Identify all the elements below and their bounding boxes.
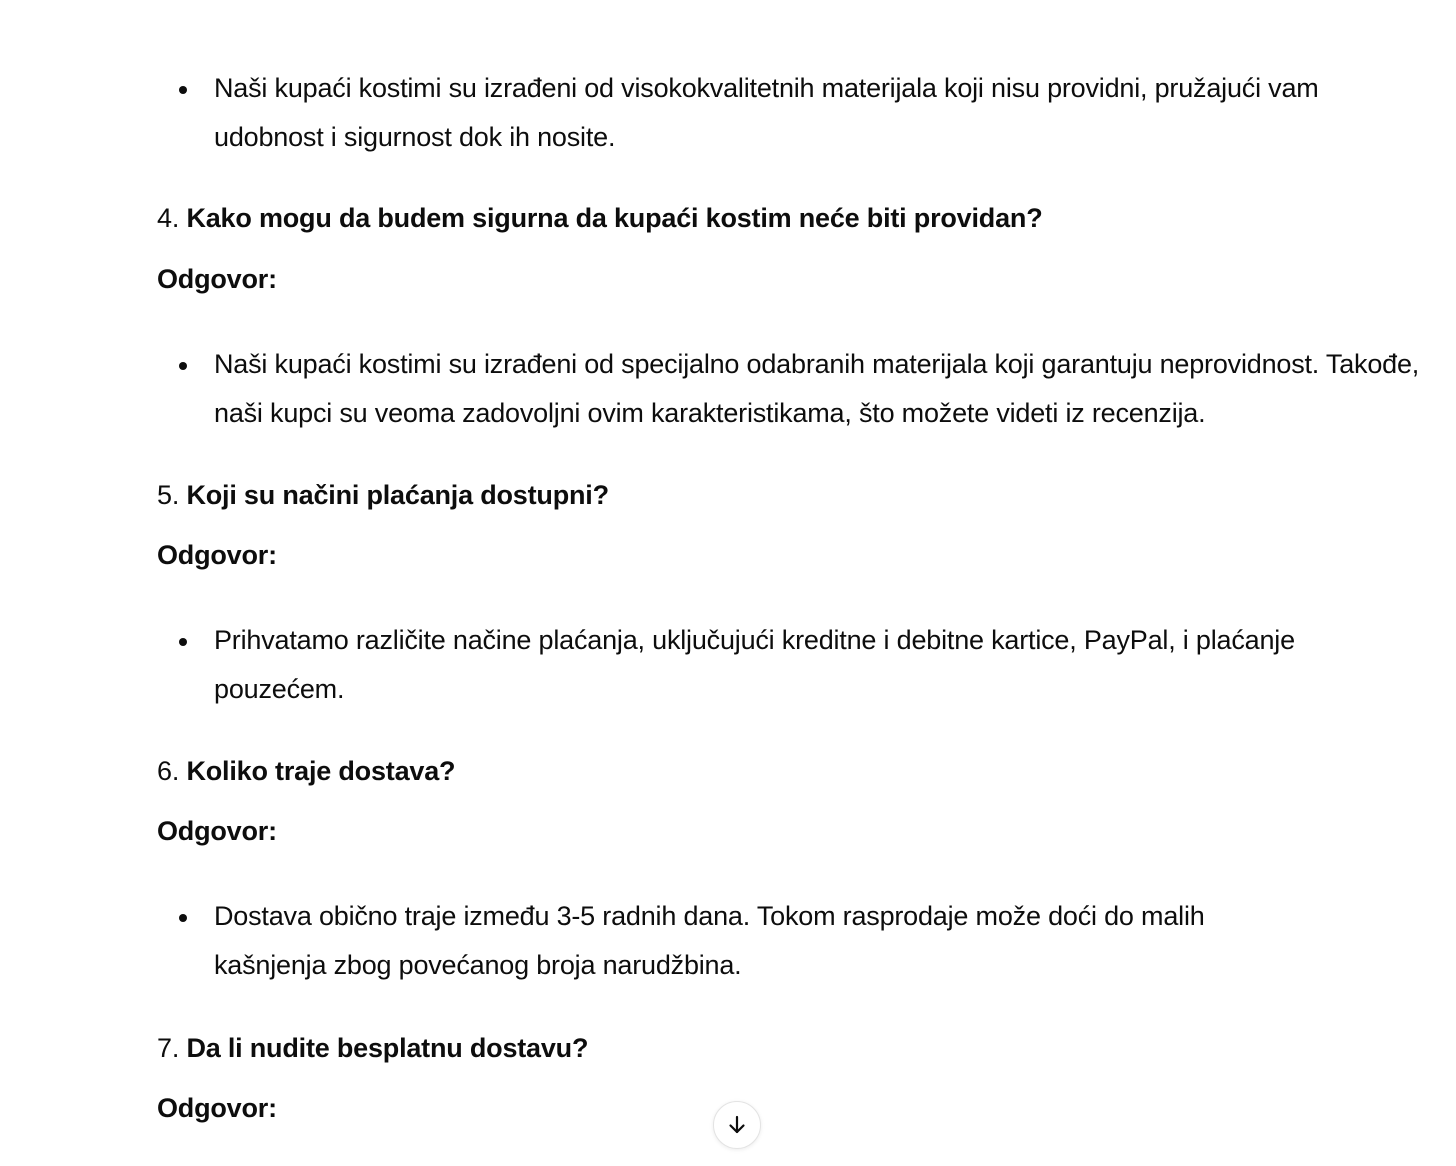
question-number: 7. bbox=[157, 1033, 180, 1063]
answer-label: Odgovor: bbox=[157, 1093, 277, 1123]
question-text: Koliko traje dostava? bbox=[186, 756, 456, 786]
question-4 bbox=[157, 200, 1043, 236]
answer-list-6 bbox=[157, 892, 1317, 990]
bullet-icon bbox=[179, 362, 187, 370]
answer-text: Naši kupaći kostimi su izrađeni od visokokvalitetnih materijala koji nisu providni, pružajući vam udobnost i sigurnost dok ih nosite. bbox=[214, 73, 1319, 152]
list-item bbox=[157, 616, 1427, 714]
list-item bbox=[157, 892, 1317, 990]
answer-label: Odgovor: bbox=[157, 264, 277, 294]
question-6 bbox=[157, 753, 455, 789]
question-text: Koji su načini plaćanja dostupni? bbox=[186, 480, 609, 510]
bullet-icon bbox=[179, 86, 187, 94]
question-7 bbox=[157, 1030, 588, 1066]
scroll-to-bottom-button[interactable] bbox=[713, 1101, 761, 1149]
list-item bbox=[157, 64, 1427, 162]
answer-list-4 bbox=[157, 340, 1427, 438]
list-item bbox=[157, 340, 1427, 438]
question-5 bbox=[157, 477, 609, 513]
answer-label: Odgovor: bbox=[157, 816, 277, 846]
bullet-icon bbox=[179, 638, 187, 646]
question-number: 6. bbox=[157, 756, 180, 786]
answer-text: Prihvatamo različite načine plaćanja, uključujući kreditne i debitne kartice, PayPal, i plaćanje pouzećem. bbox=[214, 625, 1295, 704]
answer-text: Naši kupaći kostimi su izrađeni od specijalno odabranih materijala koji garantuju neprovidnost. Takođe, naši kupci su veoma zadovoljni ovim karakteristikama, što možete videti iz recenzija. bbox=[214, 349, 1420, 428]
answer-list-3 bbox=[157, 64, 1427, 162]
answer-list-5 bbox=[157, 616, 1427, 714]
question-text: Kako mogu da budem sigurna da kupaći kostim neće biti providan? bbox=[186, 203, 1043, 233]
question-text: Da li nudite besplatnu dostavu? bbox=[186, 1033, 589, 1063]
bullet-icon bbox=[179, 914, 187, 922]
question-number: 5. bbox=[157, 480, 180, 510]
answer-text: Dostava obično traje između 3-5 radnih dana. Tokom rasprodaje može doći do malih kašnjenja zbog povećanog broja narudžbina. bbox=[214, 901, 1205, 980]
question-number: 4. bbox=[157, 203, 180, 233]
arrow-down-icon bbox=[725, 1113, 749, 1137]
answer-label: Odgovor: bbox=[157, 540, 277, 570]
